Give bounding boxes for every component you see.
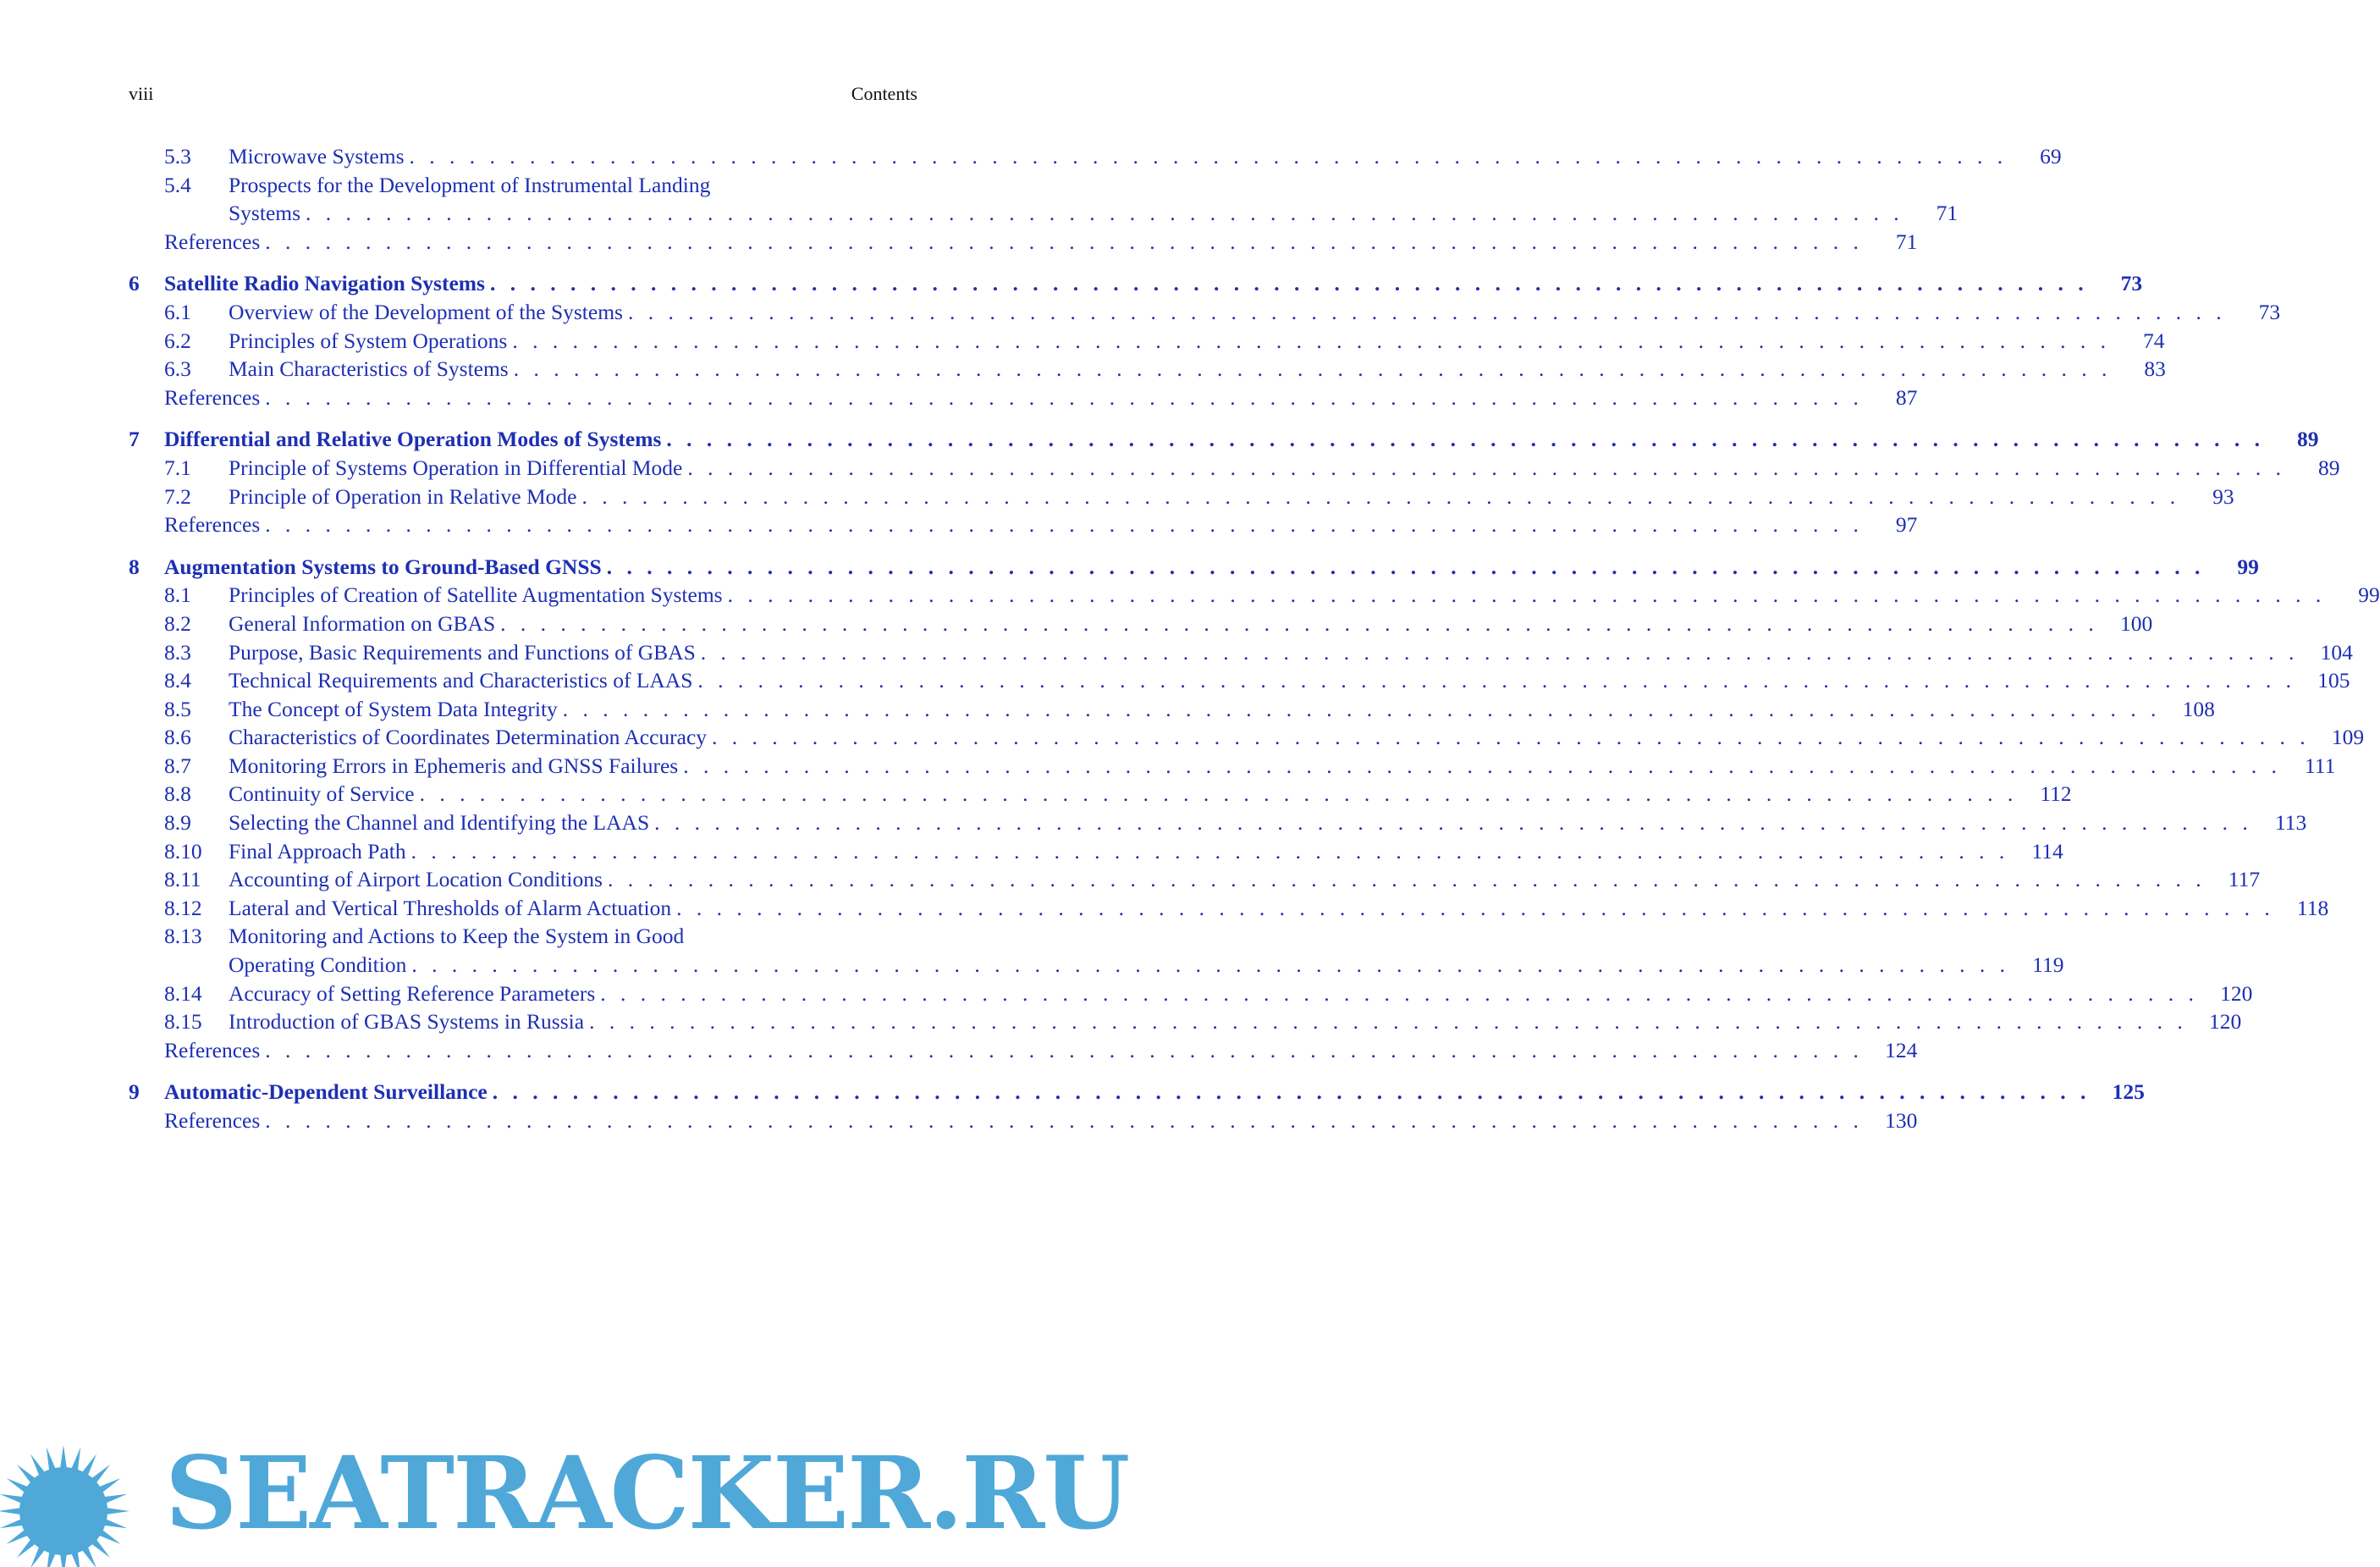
- leader-dots: . . . . . . . . . . . . . . . . . . . . . . . . . . . . . . . . . . . . . . . . . . . . . . . . . . . . . . . . . . . . . . . . . . . . . . . . . . . . . . . .: [654, 810, 2253, 836]
- section-number: 8.3: [164, 639, 191, 665]
- toc-section[interactable]: [129, 808, 2307, 837]
- page-number: 104: [2320, 639, 2353, 665]
- section-title: Main Characteristics of Systems: [229, 356, 509, 382]
- toc-section[interactable]: [129, 1007, 2242, 1036]
- toc-section[interactable]: [129, 327, 2165, 356]
- toc-chapter[interactable]: [129, 1078, 2145, 1106]
- toc-section[interactable]: [129, 695, 2215, 724]
- section-number: 8.2: [164, 610, 191, 636]
- toc-section[interactable]: [129, 780, 2072, 808]
- leader-dots: . . . . . . . . . . . . . . . . . . . . . . . . . . . . . . . . . . . . . . . . . . . . . . . . . . . . . . . . . . . . . . . . . . . . . . . . . . . . . . . .: [411, 952, 2010, 978]
- sun-ray: [104, 1508, 129, 1515]
- section-title: Purpose, Basic Requirements and Functions of GBAS: [229, 639, 696, 665]
- chapter-number: 8: [129, 554, 140, 579]
- page-number: 69: [2040, 144, 2062, 168]
- sun-ray: [6, 1478, 30, 1494]
- toc-section[interactable]: [129, 581, 2380, 610]
- sun-ray: [90, 1537, 110, 1558]
- leader-dots: . . . . . . . . . . . . . . . . . . . . . . . . . . . . . . . . . . . . . . . . . . . . . . . . . . . . . . . . . . . . . . . . . . . . . . . . . . . . . . . .: [627, 299, 2227, 324]
- section-number: 5.3: [164, 144, 191, 168]
- section-title: Selecting the Channel and Identifying the LAAS: [229, 810, 650, 836]
- section-title: Principles of Creation of Satellite Augmentation Systems: [229, 582, 723, 608]
- section-title: Microwave Systems: [229, 144, 405, 168]
- page-number: 74: [2142, 328, 2165, 353]
- section-title: References: [164, 1037, 261, 1062]
- leader-dots: . . . . . . . . . . . . . . . . . . . . . . . . . . . . . . . . . . . . . . . . . . . . . . . . . . . . . . . . . . . . . . . . . . . . . . . . . . . . . . . .: [600, 980, 2199, 1006]
- page-number: 100: [2120, 610, 2153, 636]
- leader-dots: . . . . . . . . . . . . . . . . . . . . . . . . . . . . . . . . . . . . . . . . . . . . . . . . . . . . . . . . . . . . . . . . . . . . . . . . . . . . . . . .: [419, 781, 2018, 807]
- section-number: 8.12: [164, 895, 202, 920]
- chapter-title: Satellite Radio Navigation Systems: [164, 271, 485, 296]
- page-number: 120: [2220, 980, 2253, 1006]
- running-title: Contents: [851, 83, 917, 104]
- table-of-contents: [129, 142, 2380, 1135]
- page-number: 124: [1885, 1037, 1918, 1062]
- section-title: The Concept of System Data Integrity: [229, 696, 558, 721]
- section-title: References: [164, 384, 261, 410]
- leader-dots: . . . . . . . . . . . . . . . . . . . . . . . . . . . . . . . . . . . . . . . . . . . . . . . . . . . . . . . . . . . . . . . . . . . . . . . . . . . . . . . .: [265, 512, 1864, 538]
- leader-dots: . . . . . . . . . . . . . . . . . . . . . . . . . . . . . . . . . . . . . . . . . . . . . . . . . . . . . . . . . . . . . . . . . . . . . . . . . . . . . . . .: [727, 582, 2326, 608]
- page-number: 73: [2258, 299, 2281, 324]
- page-number: 89: [2297, 427, 2319, 452]
- leader-dots: . . . . . . . . . . . . . . . . . . . . . . . . . . . . . . . . . . . . . . . . . . . . . . . . . . . . . . . . . . . . . . . . . . . . . . . . . . . . . . . .: [265, 1037, 1864, 1062]
- page-number: 114: [2031, 838, 2063, 864]
- section-title: Principle of Operation in Relative Mode: [229, 483, 577, 509]
- toc-section[interactable]: [129, 951, 2064, 979]
- section-number: 5.4: [164, 172, 191, 197]
- section-number: 8.9: [164, 810, 191, 836]
- sun-ray: [17, 1537, 37, 1558]
- toc-section[interactable]: [129, 922, 917, 951]
- section-number: 8.7: [164, 753, 191, 778]
- section-number: 8.5: [164, 696, 191, 721]
- sun-ray: [30, 1544, 47, 1567]
- toc-references[interactable]: [129, 383, 1918, 412]
- leader-dots: . . . . . . . . . . . . . . . . . . . . . . . . . . . . . . . . . . . . . . . . . . . . . . . . . . . . . . . . . . . . . . . . . . . . . . . . . . . . . . . .: [697, 668, 2296, 693]
- leader-dots: . . . . . . . . . . . . . . . . . . . . . . . . . . . . . . . . . . . . . . . . . . . . . . . . . . . . . . . . . . . . . . . . . . . . . . . . . . . . . . . .: [606, 554, 2205, 579]
- page-number: 118: [2296, 895, 2329, 920]
- toc-section[interactable]: [129, 752, 2336, 781]
- leader-dots: . . . . . . . . . . . . . . . . . . . . . . . . . . . . . . . . . . . . . . . . . . . . . . . . . . . . . . . . . . . . . . . . . . . . . . . . . . . . . . . .: [666, 427, 2265, 452]
- leader-dots: . . . . . . . . . . . . . . . . . . . . . . . . . . . . . . . . . . . . . . . . . . . . . . . . . . . . . . . . . . . . . . . . . . . . . . . . . . . . . . . .: [265, 1108, 1864, 1133]
- toc-references[interactable]: [129, 510, 1918, 539]
- page-header: [129, 83, 917, 105]
- sun-ray: [102, 1518, 127, 1528]
- section-number: 8.6: [164, 725, 191, 750]
- leader-dots: . . . . . . . . . . . . . . . . . . . . . . . . . . . . . . . . . . . . . . . . . . . . . . . . . . . . . . . . . . . . . . . . . . . . . . . . . . . . . . . .: [607, 867, 2206, 892]
- section-number: 6.2: [164, 328, 191, 353]
- sun-ray: [17, 1465, 37, 1485]
- chapter-number: 6: [129, 271, 140, 296]
- toc-section[interactable]: [129, 837, 2063, 866]
- section-title: Lateral and Vertical Thresholds of Alarm Actuation: [229, 895, 672, 920]
- leader-dots: . . . . . . . . . . . . . . . . . . . . . . . . . . . . . . . . . . . . . . . . . . . . . . . . . . . . . . . . . . . . . . . . . . . . . . . . . . . . . . . .: [700, 639, 2299, 665]
- toc-references[interactable]: [129, 228, 1918, 257]
- leader-dots: . . . . . . . . . . . . . . . . . . . . . . . . . . . . . . . . . . . . . . . . . . . . . . . . . . . . . . . . . . . . . . . . . . . . . . . . . . . . . . . .: [265, 384, 1864, 410]
- page-number: 105: [2317, 668, 2350, 693]
- toc-section[interactable]: [129, 171, 917, 200]
- toc-section[interactable]: [129, 454, 2340, 483]
- section-title: Introduction of GBAS Systems in Russia: [229, 1009, 585, 1035]
- sunburst-icon: [0, 1445, 129, 1567]
- page-number: 73: [2120, 271, 2143, 296]
- section-title: Final Approach Path: [229, 838, 406, 864]
- leader-dots: . . . . . . . . . . . . . . . . . . . . . . . . . . . . . . . . . . . . . . . . . . . . . . . . . . . . . . . . . . . . . . . . . . . . . . . . . . . . . . . .: [676, 895, 2275, 920]
- page-number: 125: [2112, 1079, 2145, 1105]
- section-title: Principle of Systems Operation in Differential Mode: [229, 455, 683, 480]
- section-title: Monitoring and Actions to Keep the System in Good: [229, 924, 685, 949]
- page-number: 111: [2304, 753, 2336, 778]
- section-number: 8.4: [164, 668, 191, 693]
- page-number: 119: [2032, 952, 2064, 978]
- section-number: 8.1: [164, 582, 191, 608]
- sun-ray: [80, 1544, 96, 1567]
- toc-section[interactable]: [129, 355, 2166, 383]
- toc-section[interactable]: [129, 199, 1959, 228]
- chapter-title: Differential and Relative Operation Modes of Systems: [164, 427, 662, 452]
- section-title: Prospects for the Development of Instrumental Landing: [229, 172, 711, 197]
- page-number: 113: [2274, 810, 2307, 836]
- toc-section[interactable]: [129, 979, 2253, 1008]
- sun-ray: [6, 1528, 30, 1544]
- toc-section[interactable]: [129, 610, 2153, 638]
- toc-section[interactable]: [129, 298, 2281, 327]
- section-number: 6.1: [164, 299, 191, 324]
- sun-ray: [0, 1494, 25, 1504]
- sun-ray: [102, 1494, 127, 1504]
- chapter-number: 7: [129, 427, 140, 452]
- toc-section[interactable]: [129, 865, 2261, 894]
- page-number: 99: [2358, 582, 2380, 608]
- toc-section[interactable]: [129, 894, 2329, 923]
- sun-ray: [47, 1448, 57, 1473]
- toc-chapter[interactable]: [129, 269, 2143, 298]
- page-number: 112: [2040, 781, 2072, 807]
- leader-dots: . . . . . . . . . . . . . . . . . . . . . . . . . . . . . . . . . . . . . . . . . . . . . . . . . . . . . . . . . . . . . . . . . . . . . . . . . . . . . . . .: [265, 229, 1864, 254]
- page-number: 83: [2144, 356, 2166, 382]
- section-number: 8.14: [164, 980, 202, 1006]
- section-title: Overview of the Development of the Systems: [229, 299, 623, 324]
- section-number: 8.11: [164, 867, 201, 892]
- section-title: Technical Requirements and Characteristics of LAAS: [229, 668, 693, 693]
- section-title: Characteristics of Coordinates Determination Accuracy: [229, 725, 708, 750]
- chapter-number: 9: [129, 1079, 140, 1105]
- leader-dots: . . . . . . . . . . . . . . . . . . . . . . . . . . . . . . . . . . . . . . . . . . . . . . . . . . . . . . . . . . . . . . . . . . . . . . . . . . . . . . . .: [687, 455, 2286, 480]
- sun-ray: [70, 1448, 80, 1473]
- page-number: 99: [2237, 554, 2259, 579]
- leader-dots: . . . . . . . . . . . . . . . . . . . . . . . . . . . . . . . . . . . . . . . . . . . . . . . . . . . . . . . . . . . . . . . . . . . . . . . . . . . . . . . .: [409, 144, 2008, 168]
- section-title: References: [164, 512, 261, 538]
- section-number: 8.15: [164, 1009, 202, 1035]
- page-number: 89: [2317, 455, 2340, 480]
- leader-dots: . . . . . . . . . . . . . . . . . . . . . . . . . . . . . . . . . . . . . . . . . . . . . . . . . . . . . . . . . . . . . . . . . . . . . . . . . . . . . . . .: [562, 696, 2161, 721]
- leader-dots: . . . . . . . . . . . . . . . . . . . . . . . . . . . . . . . . . . . . . . . . . . . . . . . . . . . . . . . . . . . . . . . . . . . . . . . . . . . . . . . .: [712, 725, 2311, 750]
- page-number: 130: [1885, 1108, 1918, 1133]
- toc-section[interactable]: [129, 142, 2062, 171]
- leader-dots: . . . . . . . . . . . . . . . . . . . . . . . . . . . . . . . . . . . . . . . . . . . . . . . . . . . . . . . . . . . . . . . . . . . . . . . . . . . . . . . .: [512, 328, 2111, 353]
- sun-ray: [30, 1454, 47, 1477]
- sun-ray: [60, 1445, 68, 1470]
- section-title: Principles of System Operations: [229, 328, 508, 353]
- toc-chapter[interactable]: [129, 425, 2319, 454]
- leader-dots: . . . . . . . . . . . . . . . . . . . . . . . . . . . . . . . . . . . . . . . . . . . . . . . . . . . . . . . . . . . . . . . . . . . . . . . . . . . . . . . .: [410, 838, 2009, 864]
- leader-dots: . . . . . . . . . . . . . . . . . . . . . . . . . . . . . . . . . . . . . . . . . . . . . . . . . . . . . . . . . . . . . . . . . . . . . . . . . . . . . . . .: [306, 201, 1904, 226]
- section-number: 8.8: [164, 781, 191, 807]
- page-number: 108: [2182, 696, 2215, 721]
- toc-section[interactable]: [129, 483, 2234, 511]
- page-number: 120: [2208, 1009, 2242, 1035]
- toc-section[interactable]: [129, 638, 2353, 667]
- chapter-title: Augmentation Systems to Ground-Based GNSS: [164, 554, 602, 579]
- toc-chapter[interactable]: [129, 553, 2259, 582]
- sun-ray: [0, 1518, 25, 1528]
- toc-section[interactable]: [129, 666, 2350, 695]
- leader-dots: . . . . . . . . . . . . . . . . . . . . . . . . . . . . . . . . . . . . . . . . . . . . . . . . . . . . . . . . . . . . . . . . . . . . . . . . . . . . . . . .: [683, 753, 2282, 778]
- leader-dots: . . . . . . . . . . . . . . . . . . . . . . . . . . . . . . . . . . . . . . . . . . . . . . . . . . . . . . . . . . . . . . . . . . . . . . . . . . . . . . . .: [489, 271, 2089, 296]
- toc-references[interactable]: [129, 1106, 1918, 1135]
- page-number: 93: [2212, 483, 2234, 509]
- page-number: 117: [2228, 867, 2261, 892]
- section-number: 7.2: [164, 483, 191, 509]
- sun-ray: [96, 1528, 120, 1544]
- watermark-text: SEATRACKER.RU: [165, 1434, 1129, 1552]
- section-number: 6.3: [164, 356, 191, 382]
- section-title: General Information on GBAS: [229, 610, 496, 636]
- chapter-title: Automatic-Dependent Surveillance: [164, 1079, 488, 1105]
- leader-dots: . . . . . . . . . . . . . . . . . . . . . . . . . . . . . . . . . . . . . . . . . . . . . . . . . . . . . . . . . . . . . . . . . . . . . . . . . . . . . . . .: [492, 1079, 2091, 1105]
- section-title: References: [164, 229, 261, 254]
- sun-ray: [80, 1454, 96, 1477]
- page-number: 71: [1936, 201, 1959, 226]
- toc-section[interactable]: [129, 723, 2365, 752]
- page-number: 71: [1895, 229, 1918, 254]
- page-number: viii: [129, 83, 154, 104]
- section-title: Accounting of Airport Location Conditions: [229, 867, 603, 892]
- sun-ray: [60, 1552, 68, 1567]
- section-number: 7.1: [164, 455, 191, 480]
- sun-ray: [0, 1508, 23, 1515]
- section-title-continued: Systems: [229, 201, 301, 226]
- section-title: Accuracy of Setting Reference Parameters: [229, 980, 596, 1006]
- page-number: 87: [1895, 384, 1918, 410]
- sun-ray: [96, 1478, 120, 1494]
- leader-dots: . . . . . . . . . . . . . . . . . . . . . . . . . . . . . . . . . . . . . . . . . . . . . . . . . . . . . . . . . . . . . . . . . . . . . . . . . . . . . . . .: [589, 1009, 2188, 1035]
- leader-dots: . . . . . . . . . . . . . . . . . . . . . . . . . . . . . . . . . . . . . . . . . . . . . . . . . . . . . . . . . . . . . . . . . . . . . . . . . . . . . . . .: [500, 610, 2099, 636]
- section-title-continued: Operating Condition: [229, 952, 407, 978]
- leader-dots: . . . . . . . . . . . . . . . . . . . . . . . . . . . . . . . . . . . . . . . . . . . . . . . . . . . . . . . . . . . . . . . . . . . . . . . . . . . . . . . .: [513, 356, 2112, 382]
- section-number: 8.13: [164, 924, 202, 949]
- leader-dots: . . . . . . . . . . . . . . . . . . . . . . . . . . . . . . . . . . . . . . . . . . . . . . . . . . . . . . . . . . . . . . . . . . . . . . . . . . . . . . . .: [581, 483, 2180, 509]
- page-number: 97: [1895, 512, 1918, 538]
- section-title: Continuity of Service: [229, 781, 415, 807]
- section-number: 8.10: [164, 838, 202, 864]
- toc-references[interactable]: [129, 1036, 1918, 1065]
- page-number: 109: [2331, 725, 2365, 750]
- section-title: References: [164, 1108, 261, 1133]
- section-title: Monitoring Errors in Ephemeris and GNSS Failures: [229, 753, 679, 778]
- sun-ray: [90, 1465, 110, 1485]
